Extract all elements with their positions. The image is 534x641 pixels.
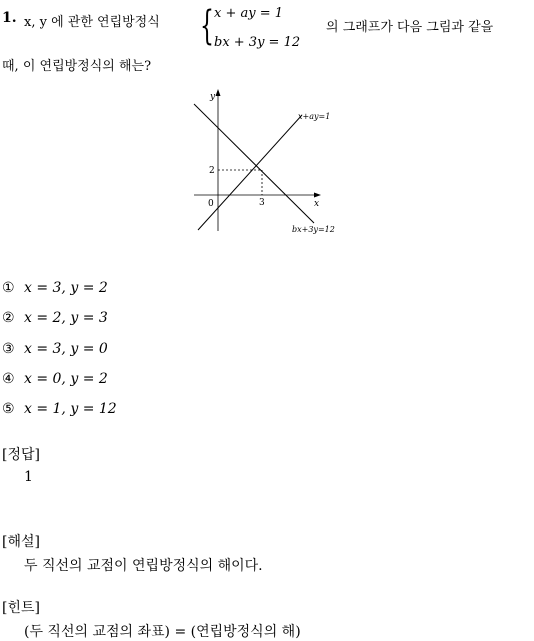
- origin-label: 0: [208, 199, 214, 209]
- question-number: 1.: [2, 10, 17, 26]
- question-intro: x, y 에 관한 연립방정식: [24, 15, 160, 30]
- hint-label: [힌트]: [2, 600, 40, 616]
- system-brace: {: [200, 3, 214, 49]
- choice-marker: ①: [2, 280, 15, 296]
- choice-marker: ⑤: [2, 401, 15, 417]
- x-tick-label: 3: [259, 198, 265, 208]
- choice-3[interactable]: [2, 341, 108, 357]
- line2-label: bx+3y=12: [292, 225, 335, 234]
- hint-text: (두 직선의 교점의 좌표) = (연립방정식의 해): [24, 624, 301, 640]
- choice-text: x = 0, y = 2: [24, 371, 108, 387]
- choice-text: x = 3, y = 2: [24, 280, 108, 296]
- question-line-2: 때, 이 연립방정식의 해는?: [2, 59, 152, 74]
- explanation-label: [해설]: [2, 534, 40, 550]
- choice-5[interactable]: [2, 401, 117, 417]
- question-tail: 의 그래프가 다음 그림과 같을: [326, 20, 494, 35]
- answer-value: 1: [24, 469, 33, 485]
- choice-4[interactable]: [2, 371, 108, 387]
- graph-figure: [190, 86, 350, 236]
- answer-label: [정답]: [2, 447, 40, 463]
- explanation-text: 두 직선의 교점이 연립방정식의 해이다.: [24, 558, 263, 574]
- choice-text: x = 2, y = 3: [24, 310, 108, 326]
- y-axis-arrow: [216, 89, 221, 96]
- y-tick-label: 2: [209, 166, 215, 176]
- choice-marker: ④: [2, 371, 15, 387]
- y-axis-label: y: [210, 92, 216, 102]
- choice-marker: ②: [2, 310, 15, 326]
- line1-label: x+ay=1: [298, 112, 331, 121]
- choice-2[interactable]: [2, 310, 108, 326]
- choice-marker: ③: [2, 341, 15, 357]
- x-axis-label: x: [314, 199, 320, 209]
- choice-text: x = 1, y = 12: [24, 401, 117, 417]
- x-axis-arrow: [314, 193, 321, 198]
- choice-text: x = 3, y = 0: [24, 341, 108, 357]
- equation-2: bx + 3y = 12: [214, 35, 301, 50]
- choice-1[interactable]: [2, 280, 108, 296]
- equation-1: x + ay = 1: [214, 6, 284, 21]
